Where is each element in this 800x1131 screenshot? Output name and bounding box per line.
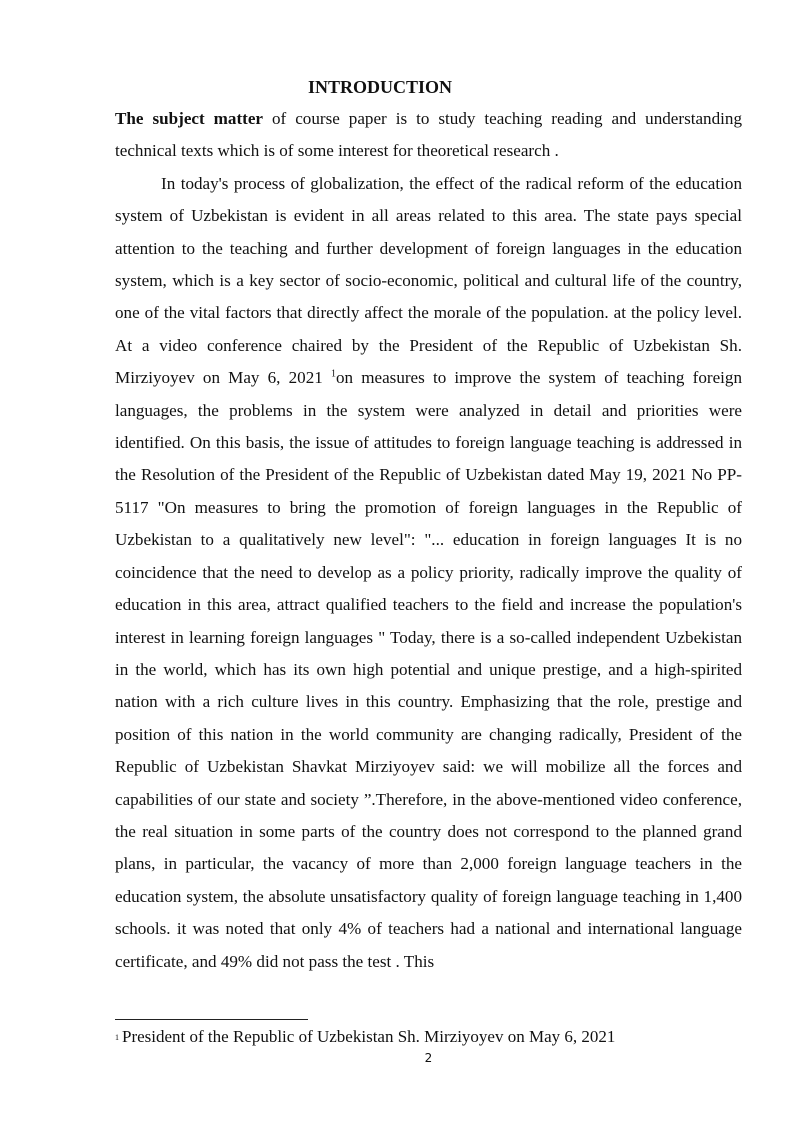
paragraph-text-part2: on measures to improve the system of teaching foreign languages, the problems in the system were analyzed in detail and priorities were identified. On this basis, the issue of attitudes to foreign language teaching is addressed in the Resolution of the President of the Republic of Uzbekistan dated May 19, 2021 No PP-5117 "On measures to bring the promotion of foreign languages in the Republic of Uzbekistan to a qualitatively new level": "... education in foreign languages It is no coincidence that the need to develop as a policy priority, radically improve the quality of education in this area, attract qualified teachers to the field and increase the population's interest in learning foreign languages " Today, there is a so-called independent Uzbekistan in the world, which has its own high potential and unique prestige, and a high-spirited nation with a rich culture lives in this country. Emphasizing that the role, prestige and position of this nation in the world community are changing radically, President of the Republic of Uzbekistan Shavkat Mirziyoyev said: we will mobilize all the forces and capabilities of our state and society ”.Therefore, in the above-mentioned video conference, the real situation in some parts of the country does not correspond to the planned grand plans, in particular, the vacancy of more than 2,000 foreign language teachers in the education system, the absolute unsatisfactory quality of foreign language teaching in 1,400 schools. it was noted that only 4% of teachers had a national and international language certificate, and 49% did not pass the test . This (115, 368, 742, 971)
subject-matter-label: The subject matter (115, 109, 264, 128)
paragraph-text-part1: In today's process of globalization, the effect of the radical reform of the education system of Uzbekistan is evident in all areas related to this area. The state pays special attention to the teaching and further development of foreign languages in the education system, which is a key sector of socio-economic, political and cultural life of the country, one of the vital factors that directly affect the morale of the population. at the policy level. At a video conference chaired by the President of the Republic of Uzbekistan Sh. Mirziyoyev on May 6, 2021 (115, 173, 742, 388)
footnote-text: President of the Republic of Uzbekistan Sh. Mirziyoyev on May 6, 2021 (122, 1027, 616, 1046)
paragraph-globalization (115, 168, 742, 978)
section-heading: INTRODUCTION (307, 77, 453, 97)
paragraph-subject-matter (115, 103, 742, 168)
body-text (115, 103, 742, 978)
footnote-reference[interactable]: 1 (330, 368, 336, 380)
footnote-mark: 1 (115, 1033, 119, 1042)
subject-matter-text: of course paper is to study teaching reading and understanding technical texts which is of some interest for theoretical research . (115, 109, 742, 161)
footnote-divider (115, 1019, 308, 1020)
footnote (115, 1026, 615, 1049)
page-number: 2 (424, 1051, 433, 1065)
